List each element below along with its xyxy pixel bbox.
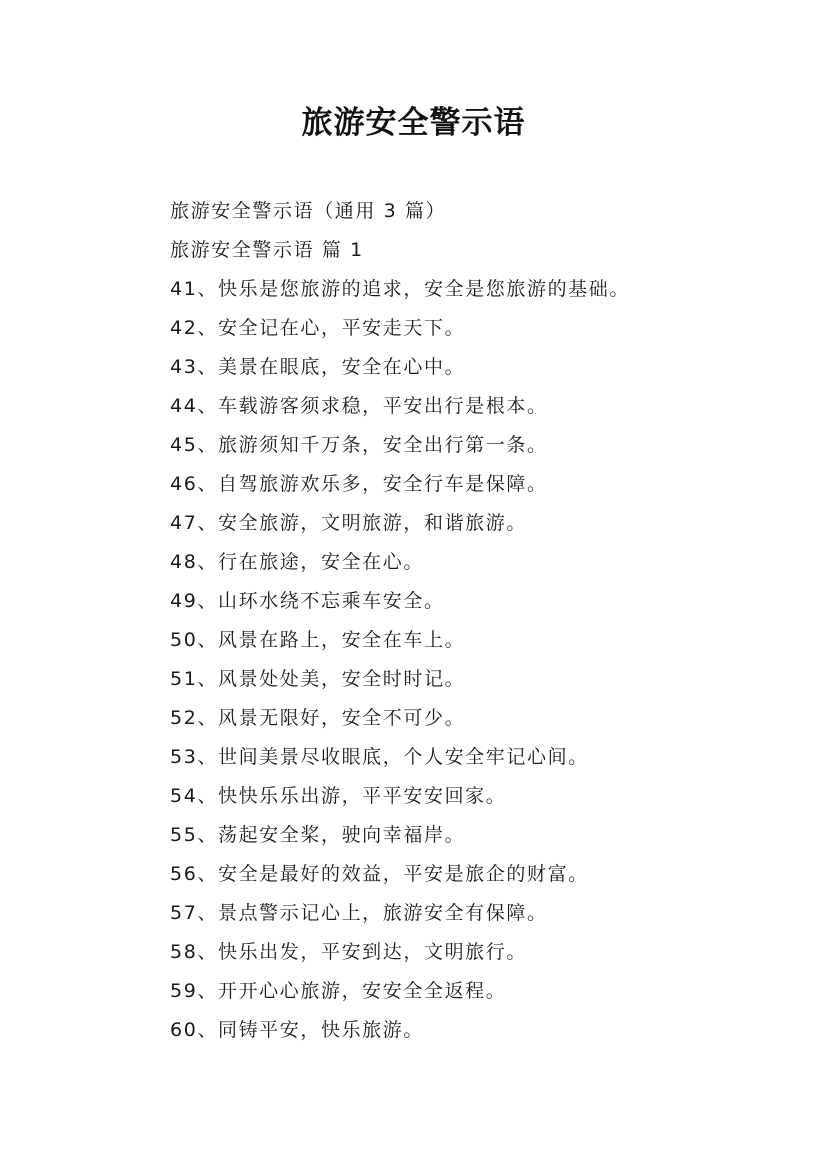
list-item: 41、快乐是您旅游的追求，安全是您旅游的基础。 <box>170 278 630 300</box>
list-item: 52、风景无限好，安全不可少。 <box>170 707 466 729</box>
list-item: 44、车载游客须求稳，平安出行是根本。 <box>170 395 548 417</box>
list-item: 42、安全记在心，平安走天下。 <box>170 317 466 339</box>
list-item: 54、快快乐乐出游，平平安安回家。 <box>170 785 507 807</box>
list-item: 48、行在旅途，安全在心。 <box>170 551 424 573</box>
document-title: 旅游安全警示语 <box>301 105 526 141</box>
document-subtitle: 旅游安全警示语（通用 3 篇） <box>170 200 447 222</box>
list-item: 46、自驾旅游欢乐多，安全行车是保障。 <box>170 473 548 495</box>
list-item: 53、世间美景尽收眼底，个人安全牢记心间。 <box>170 746 589 768</box>
list-item: 56、安全是最好的效益，平安是旅企的财富。 <box>170 863 589 885</box>
list-item: 49、山环水绕不忘乘车安全。 <box>170 590 445 612</box>
list-item: 57、景点警示记心上，旅游安全有保障。 <box>170 902 548 924</box>
document-body <box>170 192 790 1050</box>
list-item: 59、开开心心旅游，安安全全返程。 <box>170 980 507 1002</box>
list-item: 51、风景处处美，安全时时记。 <box>170 668 466 690</box>
section-heading: 旅游安全警示语 篇 1 <box>170 239 364 261</box>
list-item: 60、同铸平安，快乐旅游。 <box>170 1019 424 1041</box>
list-item: 45、旅游须知千万条，安全出行第一条。 <box>170 434 548 456</box>
list-item: 58、快乐出发，平安到达，文明旅行。 <box>170 941 527 963</box>
list-item: 43、美景在眼底，安全在心中。 <box>170 356 466 378</box>
list-item: 50、风景在路上，安全在车上。 <box>170 629 466 651</box>
list-item: 55、荡起安全桨，驶向幸福岸。 <box>170 824 466 846</box>
list-item: 47、安全旅游，文明旅游，和谐旅游。 <box>170 512 527 534</box>
